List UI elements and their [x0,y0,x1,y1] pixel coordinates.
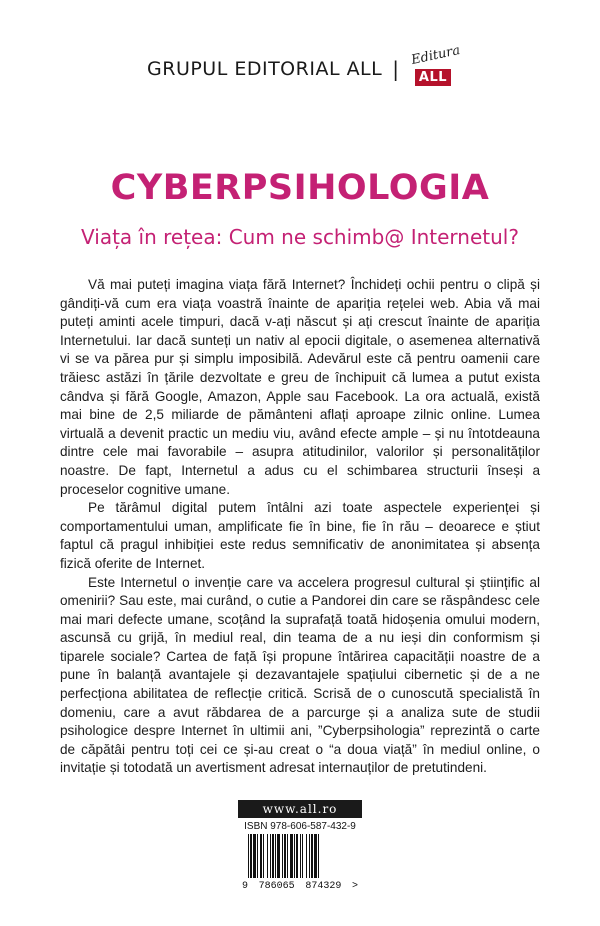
barcode-bar [300,834,301,878]
barcode-bar [309,834,310,878]
barcode-bar [287,834,288,878]
book-title: CYBERPSIHOLOGIA [110,168,490,208]
barcode-bar [296,834,298,878]
logo-script-text: Editura [409,43,462,68]
blurb-paragraph-1: Vă mai puteți imagina viața fără Internet? Închideți ochii pentru o clipă și gândiți-vă cum era viața voastră înainte de apariția rețelei web. Abia vă mai puteți aminti acele timpuri, dacă v-ați născut și ați crescut înainte de apariția Internetului. Iar dacă sunteți un nativ al epocii digitale, o asemenea alternativă vi se va părea pur și simplu imposibilă. Adevărul este că pentru oamenii care trăiesc astăzi în țările dezvoltate e greu de închipuit că lumea a putut exista cândva și fără Google, Amazon, Apple sau Facebook. La ora actuală, există mai bine de 2,5 miliarde de pământeni aflați aproape zilnic online. Lumea virtuală a devenit practic un mediu viu, având efecte ample – și nu întotdeauna dintre cele mai favorabile – asupra atitudinilor, valorilor și personalităților noastre. De fapt, Internetul a adus cu el schimbarea structurii înseși a proceselor cognitive umane. [60,277,540,497]
website-label[interactable]: www.all.ro [238,800,362,818]
publisher-logo [409,43,462,86]
barcode-bar [250,834,252,878]
barcode-digit-lead: 9 [242,881,249,892]
publisher-name: GRUPUL EDITORIAL ALL [147,58,383,80]
barcode-bar [272,834,274,878]
barcode-digit-right: 874329 [305,881,342,892]
publisher-separator: | [392,57,399,81]
barcode-block [240,820,360,892]
barcode-bar [260,834,262,878]
barcode-bar [267,834,268,878]
barcode-bar [253,834,256,878]
blurb-paragraph-3: Este Internetul o invenție care va accelera progresul cultural și științific al omenirii? Sau este, mai curând, o cutie a Pandorei din care se răspândesc cele mai mari defecte umane, scoțând la suprafață toată hidoșenia omului modern, ascunsă cu grijă, în mediul real, din teama de a nu ieși din conformism și tiparele sociale? Cartea de față își propune întărirea capacității noastre de a pune în balanță avantajele și dezavantajele spațiului cibernetic și de a ne perfecționa abilitatea de reflecție critică. Scrisă de o cunoscută specialistă în domeniu, care a avut răbdarea de a parcurge și a analiza sute de studii psihologice despre Internet în ultimii ani, ”Cyberpsihologia” reprezintă o carte de căpătâi pentru toți cei ce și-au creat o “a doua viață” în mediul online, o invitație și totodată un avertisment adresat internauților de pretutindeni. [60,574,540,776]
blurb-paragraph-2: Pe tărâmul digital putem întâlni azi toate aspectele experienței și comportamentului uman, amplificate fie în bine, fie în rău – deoarece e știut faptul că pragul inhibiției este redus semnificativ de anonimitatea și absența fizică oferite de Internet. [60,500,540,571]
publisher-header [0,43,600,86]
barcode-digit-end: > [351,881,358,892]
barcode-bar [302,834,303,878]
barcode-bar [275,834,276,878]
barcode-bar [290,834,293,878]
isbn-text: ISBN 978-606-587-432-9 [244,821,356,832]
barcode-bars [246,834,354,878]
barcode-bar [314,834,317,878]
barcode-digits [240,881,360,892]
barcode-bar [306,834,307,878]
barcode-bar [248,834,249,878]
barcode-bar [318,834,319,878]
book-subtitle: Viața în rețea: Cum ne schimb@ Internetul? [81,225,519,249]
logo-word: ALL [415,69,451,86]
barcode-bar [311,834,313,878]
barcode-bar [257,834,258,878]
barcode-bar [270,834,271,878]
blurb-text [60,276,540,778]
barcode-bar [277,834,280,878]
barcode-bar [282,834,283,878]
barcode-bar [263,834,264,878]
barcode-bar [284,834,286,878]
barcode-bar [294,834,295,878]
barcode-digit-left: 786065 [258,881,295,892]
